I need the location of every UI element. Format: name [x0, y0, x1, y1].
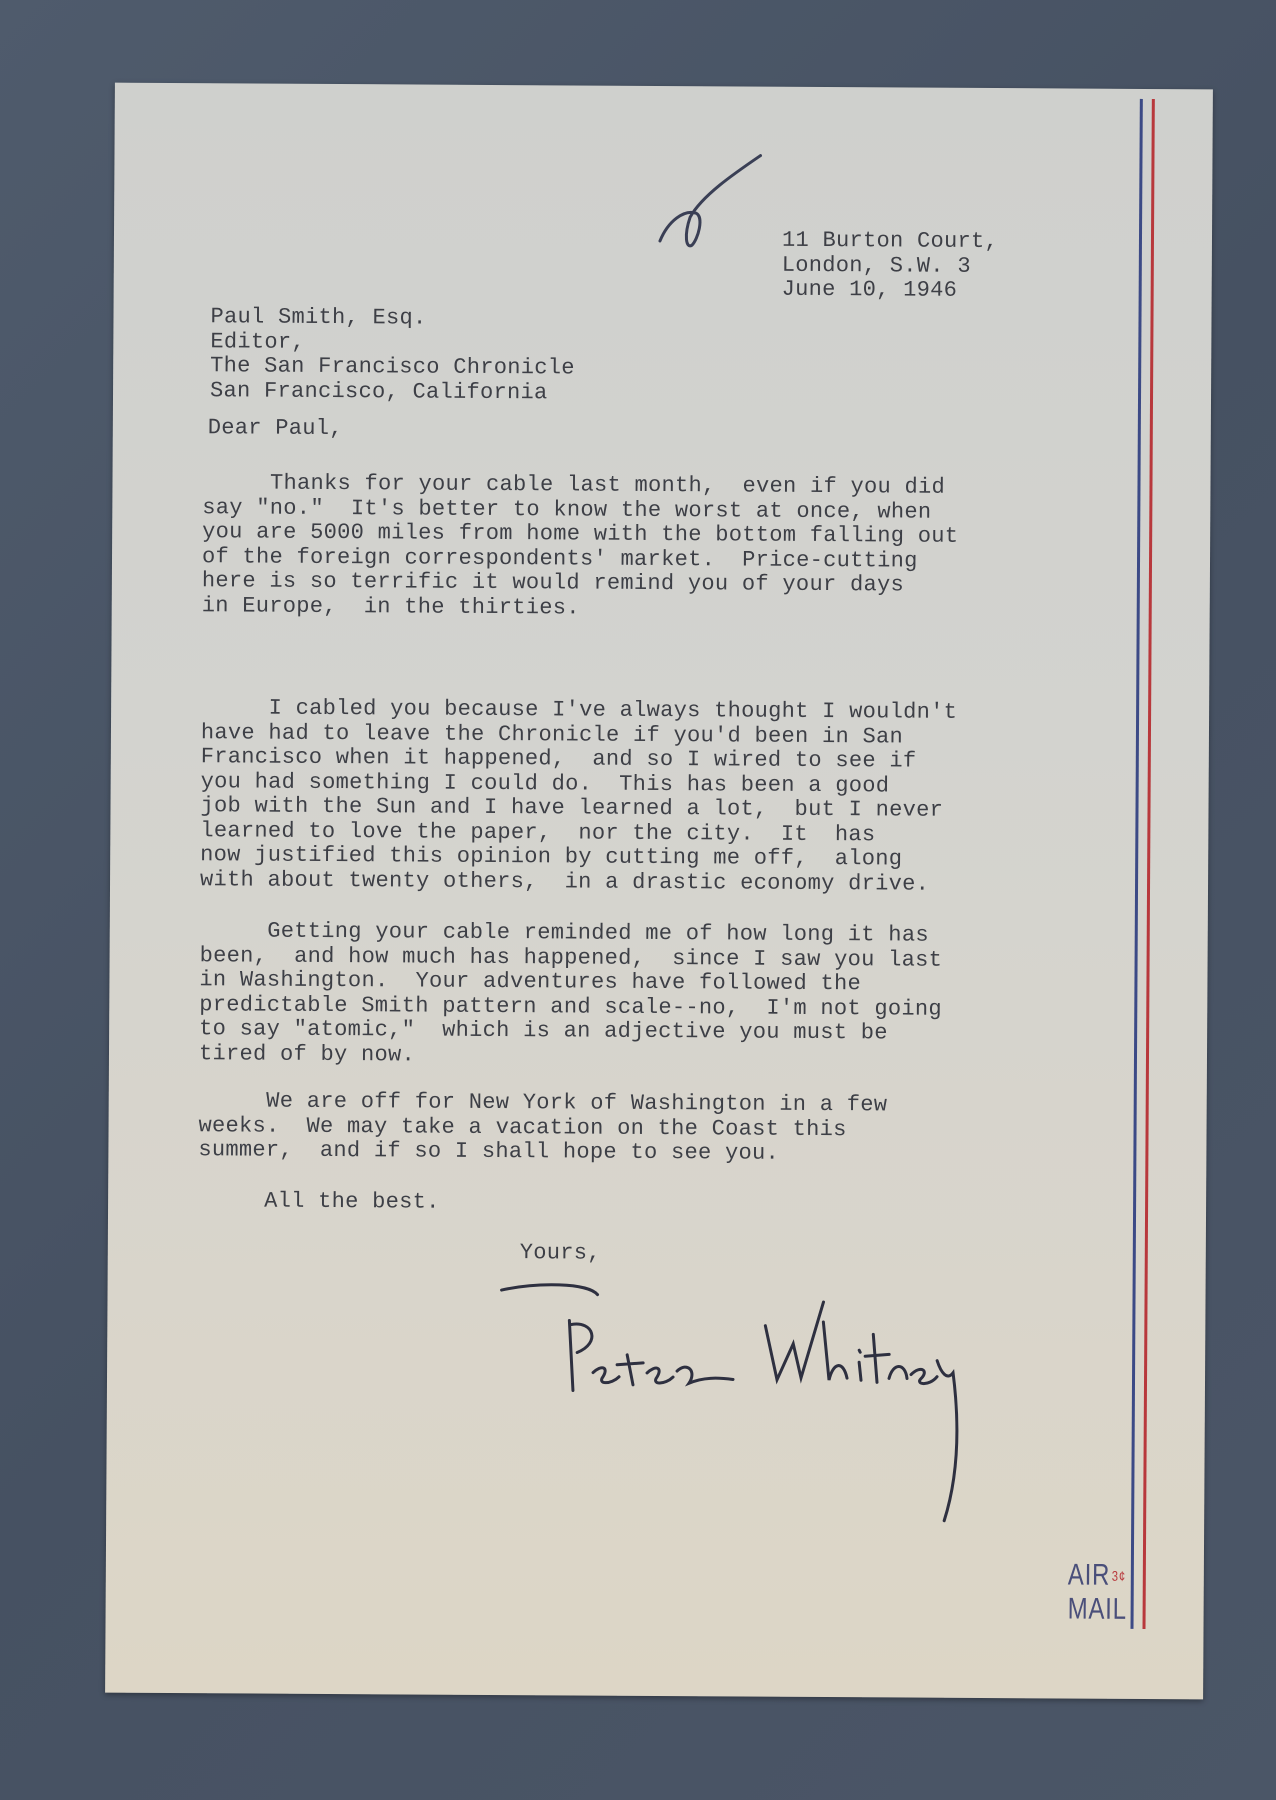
address-line: 11 Burton Court, [781, 227, 999, 255]
paragraph-line: We are off for New York of Washington in a few [198, 1088, 888, 1118]
recipient-line: Paul Smith, Esq. [210, 304, 427, 331]
paragraph-line: summer, and if so I shall hope to see you. [198, 1137, 780, 1166]
airmail-postage: 3¢ [1111, 1567, 1126, 1584]
paragraph-line: with about twenty others, in a drastic economy drive. [199, 866, 930, 897]
paragraph-1 [202, 471, 959, 623]
paragraph-line: tired of by now. [198, 1040, 416, 1068]
paragraph-line: Getting your cable reminded me of how long it has [199, 918, 929, 948]
address-line: London, S.W. 3 [781, 252, 971, 279]
paragraph-2 [200, 696, 957, 897]
paragraph-line: Francisco when it happened, and so I wired to see if [200, 744, 917, 774]
paragraph-line: I cabled you because I've always thought I wouldn't [201, 695, 958, 725]
closing: All the best. [264, 1188, 440, 1215]
paragraph-3 [199, 919, 943, 1071]
airmail-line-2: MAIL [1067, 1592, 1127, 1626]
paragraph-line: weeks. We may take a vacation on the Coast this [198, 1112, 847, 1142]
paragraph-line: Thanks for your cable last month, even if you did [202, 470, 946, 500]
paragraph-line: of the foreign correspondents' market. Price-cutting [201, 543, 918, 574]
paragraph-4 [198, 1089, 887, 1167]
recipient-line: San Francisco, California [209, 377, 548, 405]
paragraph-line: you are 5000 miles from home with the bottom falling out [202, 519, 959, 549]
paragraph-line: learned to love the paper, nor the city. It has [200, 817, 876, 847]
letter-date: June 10, 1946 [781, 276, 958, 303]
salutation: Dear Paul, [207, 415, 343, 442]
sender-address [782, 229, 998, 304]
recipient-line: Editor, [210, 328, 305, 355]
paragraph-line: predictable Smith pattern and scale--no, I'm not going [199, 991, 942, 1022]
paragraph-line: now justified this opinion by cutting me off, along [200, 842, 903, 872]
paragraph-line: job with the Sun and I have learned a lot, but I never [200, 793, 944, 823]
paragraph-line: in Europe, in the thirties. [201, 592, 580, 621]
handwritten-check-mark [654, 151, 765, 252]
airmail-stripe-blue [1131, 99, 1143, 1629]
paragraph-line: here is so terrific it would remind you of your days [201, 568, 905, 598]
paragraph-line: been, and how much has happened, since I saw you last [199, 942, 943, 973]
airmail-stripe-red [1143, 99, 1155, 1629]
valediction: Yours, [519, 1240, 601, 1266]
airmail-line-1: AIR [1067, 1558, 1111, 1592]
paragraph-line: in Washington. Your adventures have followed the [199, 967, 862, 997]
airmail-stamp [1068, 1559, 1128, 1627]
paragraph-line: have had to leave the Chronicle if you'd been in San [200, 719, 904, 749]
paragraph-line: say "no." It's better to know the worst at once, when [202, 494, 932, 525]
paragraph-line: to say "atomic," which is an adjective you must be [199, 1016, 888, 1046]
paragraph-line: you had something I could do. This has been a good [200, 768, 890, 798]
handwritten-signature [496, 1280, 1058, 1543]
recipient-line: The San Francisco Chronicle [210, 353, 575, 381]
recipient-block [210, 305, 575, 405]
letter-sheet [105, 83, 1213, 1700]
